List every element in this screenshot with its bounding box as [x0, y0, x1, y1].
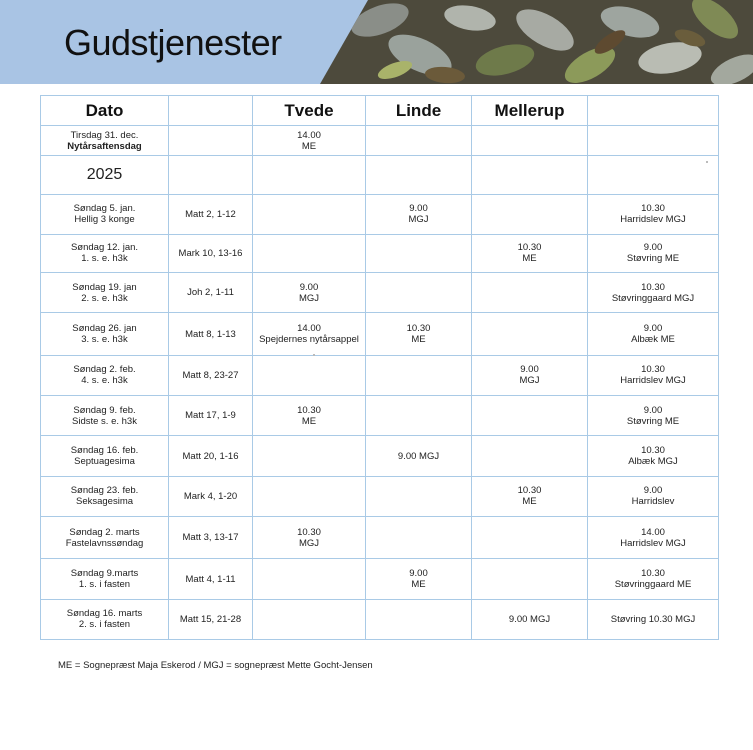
header-row — [41, 96, 719, 126]
service-date: Søndag 5. jan. — [73, 203, 136, 215]
service-time: 9.00 MGJ — [397, 450, 440, 462]
scripture-text: Matt 15, 21-28 — [169, 599, 253, 639]
service-info: MGJ — [298, 292, 320, 304]
scripture-text: Matt 20, 1-16 — [169, 436, 253, 476]
column-header-tvede: Tvede — [253, 96, 366, 126]
liturgical-day: Hellig 3 konge — [74, 214, 135, 226]
service-date: Søndag 16. feb. — [70, 445, 139, 457]
date-cell — [41, 436, 169, 476]
service-info: MGJ — [298, 537, 320, 549]
schedule-table — [40, 95, 719, 640]
service-info: ME — [522, 253, 537, 265]
service-time: 10.30 — [297, 404, 321, 416]
service-info: Harridslev MGJ — [620, 537, 686, 549]
service-time: 9.00 — [643, 323, 663, 335]
service-time: 14.00 — [641, 526, 665, 538]
table-row — [41, 355, 719, 395]
mellerup-cell — [472, 436, 588, 476]
liturgical-day: 2. s. i fasten — [78, 619, 131, 631]
tvede-cell — [253, 234, 366, 272]
mellerup-cell — [472, 234, 588, 272]
service-info: MGJ — [519, 375, 540, 387]
date-cell — [41, 396, 169, 436]
service-date: Søndag 16. marts — [66, 608, 143, 620]
table-row — [41, 194, 719, 234]
service-info: ME — [411, 579, 426, 591]
liturgical-day: 1. s. i fasten — [78, 579, 131, 591]
table-row — [41, 396, 719, 436]
column-header-other — [588, 96, 719, 126]
mellerup-cell — [472, 559, 588, 599]
date-cell — [41, 599, 169, 639]
other-church-cell — [588, 313, 719, 355]
date-cell — [41, 313, 169, 355]
service-date: Søndag 2. marts — [69, 526, 140, 538]
tvede-cell — [253, 194, 366, 234]
service-time: 10.30 — [517, 485, 542, 497]
service-time: 10.30 — [641, 203, 665, 215]
column-header-text — [169, 96, 253, 126]
tvede-cell — [253, 599, 366, 639]
mellerup-cell — [472, 517, 588, 559]
service-info: Harridslev MGJ — [620, 214, 686, 226]
tvede-cell — [253, 273, 366, 313]
table-row — [41, 126, 719, 156]
other-church-cell — [588, 126, 719, 156]
date-cell — [41, 234, 169, 272]
service-time: 10.30 — [641, 364, 665, 376]
date-cell — [41, 126, 169, 156]
other-church-cell — [588, 517, 719, 559]
liturgical-day: 2. s. e. h3k — [81, 292, 128, 304]
date-cell — [41, 476, 169, 516]
service-time: 9.00 — [299, 281, 319, 293]
table-row — [41, 234, 719, 272]
liturgical-day: Nytårsaftensdag — [67, 140, 142, 152]
tvede-cell — [253, 313, 366, 355]
service-info: Harridslev — [631, 496, 675, 508]
empty-cell — [169, 156, 253, 194]
other-church-cell — [588, 396, 719, 436]
scripture-text: Matt 4, 1-11 — [169, 559, 253, 599]
mellerup-cell — [472, 194, 588, 234]
scripture-text: Matt 8, 1-13 — [169, 313, 253, 355]
table-row — [41, 517, 719, 559]
linde-cell — [366, 476, 472, 516]
scripture-text: Mark 10, 13-16 — [169, 234, 253, 272]
service-info: ME — [301, 415, 317, 427]
service-info: Albæk MGJ — [628, 456, 678, 468]
scripture-text: Joh 2, 1-11 — [169, 273, 253, 313]
stray-dot — [706, 161, 708, 163]
scripture-text: Mark 4, 1-20 — [169, 476, 253, 516]
linde-cell — [366, 313, 472, 355]
date-cell — [41, 559, 169, 599]
empty-cell — [472, 156, 588, 194]
date-cell — [41, 273, 169, 313]
service-time: 10.30 — [297, 526, 321, 538]
liturgical-day: Sidste s. e. h3k — [72, 415, 137, 427]
service-time: 9.00 — [409, 203, 428, 215]
scripture-text: Matt 8, 23-27 — [169, 355, 253, 395]
service-time: 9.00 — [643, 485, 663, 497]
service-info: ME — [301, 140, 317, 152]
column-header-mellerup: Mellerup — [472, 96, 588, 126]
liturgical-day: Fastelavnssøndag — [65, 537, 144, 549]
linde-cell — [366, 126, 472, 156]
service-info: Albæk ME — [631, 334, 675, 346]
service-date: Søndag 26. jan — [72, 323, 137, 335]
empty-cell — [366, 156, 472, 194]
service-time: 10.30 — [406, 323, 431, 335]
service-date: Søndag 9.marts — [70, 568, 139, 580]
tvede-cell — [253, 476, 366, 516]
mellerup-cell — [472, 355, 588, 395]
service-time: 14.00 — [297, 323, 321, 335]
tvede-cell — [253, 355, 366, 395]
linde-cell — [366, 396, 472, 436]
service-time: 10.30 — [641, 445, 665, 457]
scripture-text: Matt 2, 1-12 — [169, 194, 253, 234]
service-time: 9.00 — [643, 242, 663, 254]
date-cell — [41, 194, 169, 234]
linde-cell — [366, 234, 472, 272]
mellerup-cell — [472, 126, 588, 156]
service-time: 9.00 — [520, 364, 539, 376]
table-row — [41, 476, 719, 516]
tvede-cell — [253, 436, 366, 476]
linde-cell — [366, 355, 472, 395]
mellerup-cell — [472, 396, 588, 436]
table-row — [41, 436, 719, 476]
liturgical-day: 1. s. e. h3k — [81, 253, 128, 265]
scripture-text: Matt 3, 13-17 — [169, 517, 253, 559]
column-header-dato: Dato — [41, 96, 169, 126]
other-church-cell — [588, 436, 719, 476]
other-church-cell — [588, 273, 719, 313]
service-time: 9.00 — [643, 404, 663, 416]
mellerup-cell — [472, 476, 588, 516]
service-date: Søndag 19. jan — [72, 281, 137, 293]
stray-dot — [313, 354, 315, 356]
service-date: Søndag 9. feb. — [73, 404, 136, 416]
linde-cell — [366, 517, 472, 559]
other-church-cell — [588, 599, 719, 639]
linde-cell — [366, 559, 472, 599]
service-time: Støvring 10.30 MGJ — [610, 613, 696, 625]
date-cell — [41, 355, 169, 395]
other-church-cell — [588, 476, 719, 516]
other-church-cell — [588, 194, 719, 234]
service-time: 10.30 — [641, 281, 665, 293]
service-date: Søndag 12. jan. — [70, 242, 139, 254]
tvede-cell — [253, 517, 366, 559]
service-info: MGJ — [408, 214, 429, 226]
other-church-cell — [588, 234, 719, 272]
mellerup-cell — [472, 313, 588, 355]
service-info: Støvring ME — [626, 253, 680, 265]
other-church-cell — [588, 355, 719, 395]
other-church-cell — [588, 559, 719, 599]
linde-cell — [366, 599, 472, 639]
empty-cell — [588, 156, 719, 194]
column-header-linde: Linde — [366, 96, 472, 126]
mellerup-cell — [472, 599, 588, 639]
service-info: Harridslev MGJ — [620, 375, 686, 387]
table-row — [41, 599, 719, 639]
tvede-cell — [253, 126, 366, 156]
liturgical-day: Seksagesima — [75, 496, 134, 508]
table-row — [41, 273, 719, 313]
liturgical-day: 4. s. e. h3k — [81, 375, 128, 387]
liturgical-day: 3. s. e. h3k — [81, 334, 128, 346]
scripture-text: Matt 17, 1-9 — [169, 396, 253, 436]
text-cell — [169, 126, 253, 156]
service-time: 9.00 MGJ — [508, 613, 551, 625]
service-time: 10.30 — [517, 242, 542, 254]
service-time: 14.00 — [297, 129, 321, 141]
tvede-cell — [253, 396, 366, 436]
mellerup-cell — [472, 273, 588, 313]
service-date: Søndag 2. feb. — [73, 364, 136, 376]
service-info: Støvringgaard ME — [614, 579, 692, 591]
liturgical-day: Septuagesima — [74, 456, 135, 468]
year-row — [41, 156, 719, 194]
footnote: ME = Sognepræst Maja Eskerod / MGJ = sognepræst Mette Gocht-Jensen — [58, 660, 373, 671]
page-title: Gudstjenester — [64, 22, 282, 63]
service-time: 10.30 — [641, 568, 665, 580]
service-time: 9.00 — [409, 568, 428, 580]
date-cell — [41, 517, 169, 559]
service-info: Støvring ME — [626, 415, 680, 427]
linde-cell — [366, 273, 472, 313]
linde-cell — [366, 194, 472, 234]
service-info: ME — [411, 334, 426, 346]
tvede-cell — [253, 559, 366, 599]
service-info: ME — [522, 496, 537, 508]
table-row — [41, 313, 719, 355]
service-info: Spejdernes nytårsappel — [259, 334, 359, 346]
service-info: Støvringgaard MGJ — [611, 292, 695, 304]
table-row — [41, 559, 719, 599]
year-label: 2025 — [41, 156, 169, 194]
linde-cell — [366, 436, 472, 476]
empty-cell — [253, 156, 366, 194]
service-date: Tirsdag 31. dec. — [70, 129, 139, 141]
service-date: Søndag 23. feb. — [70, 485, 139, 497]
